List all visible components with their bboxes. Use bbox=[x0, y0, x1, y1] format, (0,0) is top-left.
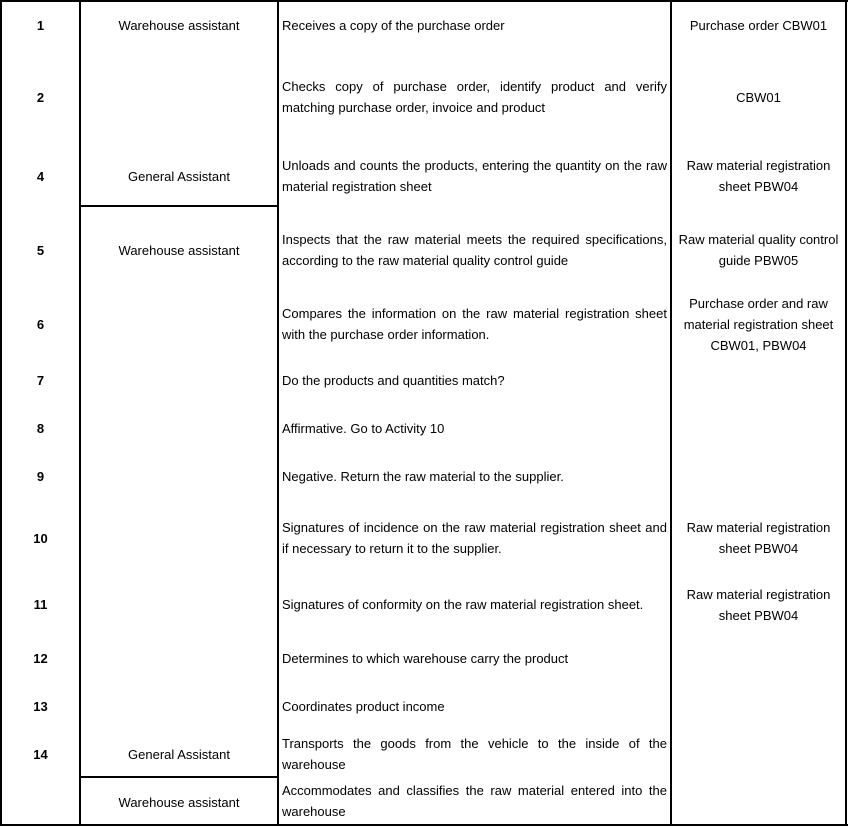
responsible-cell: Warehouse assistant bbox=[118, 794, 240, 810]
document-cell: Purchase order and raw material registration sheet CBW01, PBW04 bbox=[683, 295, 834, 353]
activity-text: Compares the information on the raw material registration sheet with the purchase order information. bbox=[282, 306, 667, 342]
activity-text: Coordinates product income bbox=[282, 698, 445, 714]
activity-cell bbox=[279, 730, 670, 778]
activity-cell bbox=[279, 368, 670, 392]
step-number: 1 bbox=[36, 17, 45, 33]
step-number: 2 bbox=[36, 89, 45, 105]
step-number: 6 bbox=[36, 316, 45, 332]
responsible-separator-1 bbox=[80, 205, 278, 207]
activity-cell bbox=[279, 778, 670, 824]
responsible-cell: Warehouse assistant bbox=[118, 17, 240, 33]
responsible-cell: Warehouse assistant bbox=[118, 242, 240, 258]
activity-cell bbox=[279, 592, 670, 616]
step-number: 13 bbox=[33, 698, 48, 714]
activity-text: Signatures of incidence on the raw material registration sheet and if necessary to return it to the supplier. bbox=[282, 520, 667, 556]
activity-cell bbox=[279, 514, 670, 562]
document-cell: CBW01 bbox=[736, 89, 781, 105]
step-number: 14 bbox=[33, 746, 48, 762]
activity-text: Accommodates and classifies the raw material entered into the warehouse bbox=[282, 783, 667, 819]
table-border-bottom bbox=[0, 824, 848, 826]
activity-cell bbox=[279, 152, 670, 200]
table-border-right bbox=[845, 0, 847, 826]
activity-text: Affirmative. Go to Activity 10 bbox=[282, 420, 445, 436]
activity-text: Do the products and quantities match? bbox=[282, 372, 505, 388]
activity-cell bbox=[279, 416, 670, 440]
step-number: 12 bbox=[33, 650, 48, 666]
column-divider-3 bbox=[670, 0, 672, 826]
activity-cell bbox=[279, 694, 670, 718]
activity-text: Negative. Return the raw material to the supplier. bbox=[282, 468, 564, 484]
column-divider-1 bbox=[79, 0, 81, 826]
step-number: 11 bbox=[33, 596, 48, 612]
activity-text: Signatures of conformity on the raw material registration sheet. bbox=[282, 596, 644, 612]
activity-text: Determines to which warehouse carry the product bbox=[282, 650, 569, 666]
step-number: 5 bbox=[36, 242, 45, 258]
responsible-cell: General Assistant bbox=[128, 168, 230, 184]
responsible-separator-2 bbox=[80, 776, 278, 778]
step-number: 9 bbox=[36, 468, 45, 484]
document-cell: Raw material registration sheet PBW04 bbox=[686, 587, 831, 623]
activity-cell bbox=[279, 300, 670, 348]
activity-text: Inspects that the raw material meets the required specifications, according to the raw material quality control guide bbox=[282, 232, 667, 268]
step-number: 8 bbox=[36, 420, 45, 436]
activity-cell bbox=[279, 226, 670, 274]
document-cell: Purchase order CBW01 bbox=[689, 17, 828, 33]
document-cell: Raw material registration sheet PBW04 bbox=[686, 520, 831, 556]
step-number: 10 bbox=[33, 530, 48, 546]
step-number: 7 bbox=[36, 372, 45, 388]
activity-cell bbox=[279, 73, 670, 121]
document-cell: Raw material registration sheet PBW04 bbox=[686, 158, 831, 194]
activity-cell bbox=[279, 646, 670, 670]
activity-cell bbox=[279, 464, 670, 488]
activity-text: Transports the goods from the vehicle to the inside of the warehouse bbox=[282, 736, 667, 772]
activity-text: Unloads and counts the products, entering the quantity on the raw material registration sheet bbox=[282, 158, 667, 194]
activity-text: Receives a copy of the purchase order bbox=[282, 17, 505, 33]
activity-text: Checks copy of purchase order, identify product and verify matching purchase order, invoice and product bbox=[282, 79, 667, 115]
step-number: 4 bbox=[36, 168, 45, 184]
activity-cell bbox=[279, 2, 670, 48]
responsible-cell: General Assistant bbox=[128, 746, 230, 762]
document-cell: Raw material quality control guide PBW05 bbox=[678, 232, 839, 268]
